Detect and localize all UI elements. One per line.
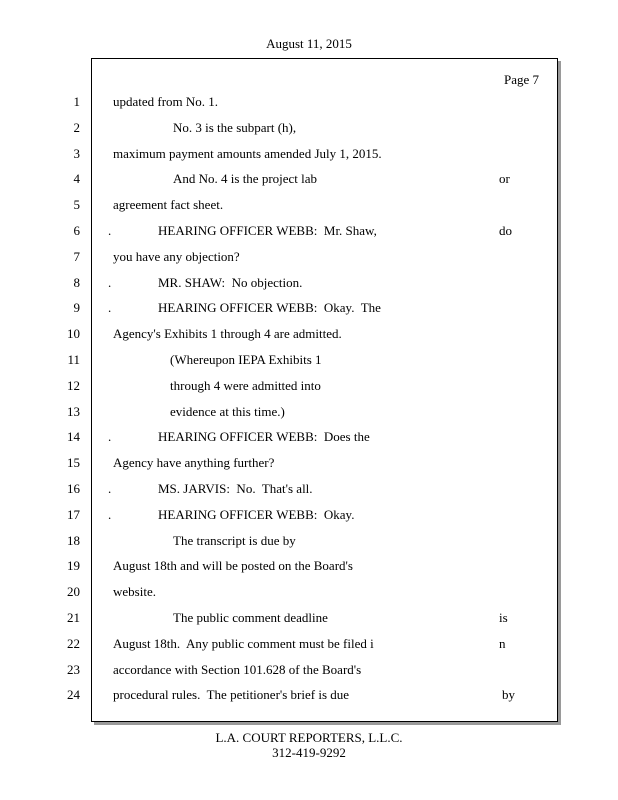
line-number: 15 — [67, 455, 80, 470]
line-trailing-word: is — [499, 610, 508, 625]
line-text: HEARING OFFICER WEBB: Okay. — [158, 507, 355, 522]
line-dot-marker: . — [108, 429, 112, 444]
line-number: 6 — [73, 223, 80, 238]
line-trailing-word: by — [502, 687, 515, 702]
line-text: And No. 4 is the project lab — [173, 171, 318, 186]
line-trailing-word: n — [499, 636, 506, 651]
header-date: August 11, 2015 — [266, 36, 352, 51]
line-number: 22 — [67, 636, 80, 651]
line-number: 20 — [67, 584, 80, 599]
line-number: 18 — [67, 533, 80, 548]
line-text: Agency have anything further? — [113, 455, 275, 470]
line-text: The public comment deadline — [173, 610, 328, 625]
line-number: 23 — [67, 662, 80, 677]
footer-company: L.A. COURT REPORTERS, L.L.C. — [215, 730, 403, 745]
line-number: 16 — [67, 481, 80, 496]
line-text: August 18th and will be posted on the Board's — [113, 558, 353, 573]
line-trailing-word: do — [499, 223, 512, 238]
page-number: Page 7 — [504, 72, 540, 87]
line-number: 7 — [73, 249, 80, 264]
line-text: maximum payment amounts amended July 1, 2015. — [113, 146, 382, 161]
line-number: 21 — [67, 610, 80, 625]
line-number: 12 — [67, 378, 80, 393]
line-number: 2 — [73, 120, 80, 135]
line-text: updated from No. 1. — [113, 94, 219, 109]
line-number: 13 — [67, 404, 80, 419]
line-number: 9 — [73, 300, 80, 315]
line-number: 17 — [67, 507, 80, 522]
line-text: MS. JARVIS: No. That's all. — [158, 481, 313, 496]
line-text: evidence at this time.) — [170, 404, 285, 419]
line-number: 10 — [67, 326, 80, 341]
line-text: (Whereupon IEPA Exhibits 1 — [170, 352, 322, 367]
line-text: accordance with Section 101.628 of the Board's — [113, 662, 362, 677]
line-text: HEARING OFFICER WEBB: Does the — [158, 429, 370, 444]
footer-phone: 312-419-9292 — [272, 745, 346, 760]
line-text: No. 3 is the subpart (h), — [173, 120, 297, 135]
line-dot-marker: . — [108, 275, 112, 290]
line-number: 8 — [73, 275, 80, 290]
line-number: 1 — [73, 94, 80, 109]
line-text: through 4 were admitted into — [170, 378, 321, 393]
line-text: August 18th. Any public comment must be filed i — [113, 636, 374, 651]
line-trailing-word: or — [499, 171, 510, 186]
line-number: 4 — [73, 171, 80, 186]
line-number: 24 — [67, 687, 80, 702]
line-dot-marker: . — [108, 300, 112, 315]
line-text: agreement fact sheet. — [113, 197, 224, 212]
line-number: 19 — [67, 558, 80, 573]
line-text: HEARING OFFICER WEBB: Mr. Shaw, — [158, 223, 377, 238]
line-text: The transcript is due by — [173, 533, 296, 548]
line-text: Agency's Exhibits 1 through 4 are admitted. — [113, 326, 342, 341]
line-text: procedural rules. The petitioner's brief is due — [113, 687, 350, 702]
line-dot-marker: . — [108, 481, 112, 496]
line-number: 11 — [67, 352, 80, 367]
line-text: HEARING OFFICER WEBB: Okay. The — [158, 300, 381, 315]
line-text: MR. SHAW: No objection. — [158, 275, 303, 290]
line-dot-marker: . — [108, 507, 112, 522]
line-number: 5 — [73, 197, 80, 212]
line-text: you have any objection? — [113, 249, 240, 264]
line-dot-marker: . — [108, 223, 112, 238]
line-number: 3 — [73, 146, 80, 161]
line-text: website. — [113, 584, 156, 599]
line-number: 14 — [67, 429, 80, 444]
